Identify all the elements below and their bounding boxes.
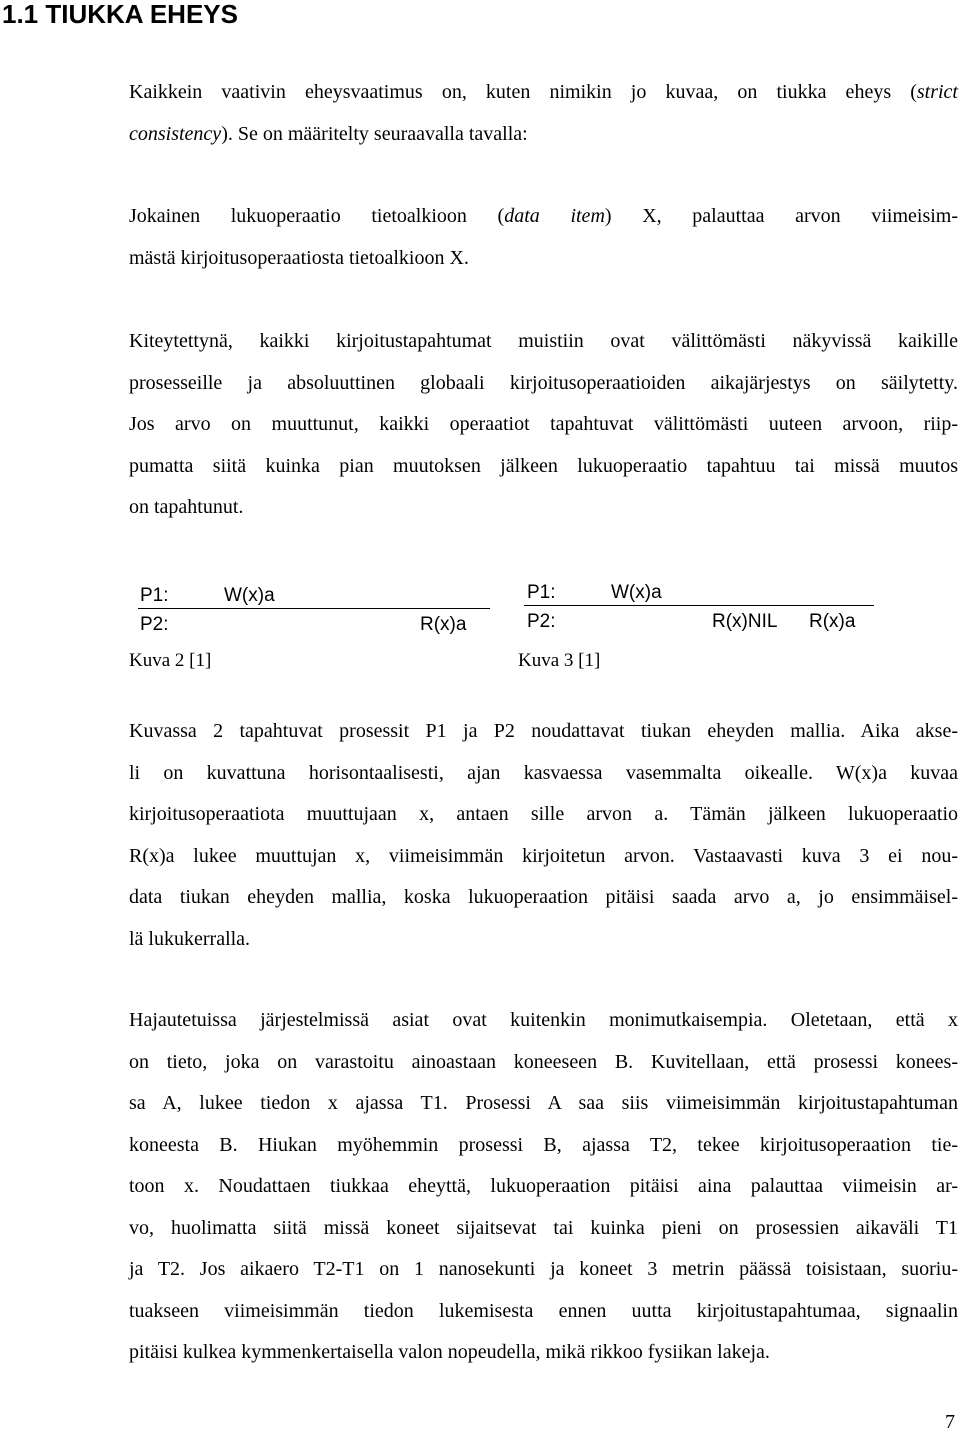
fig3-p2-label: P2: (527, 611, 556, 632)
distributed-line: vo, huolimatta siitä missä koneet sijaitsevat tai kuinka pieni on prosessien aikaväli T1 (129, 1216, 958, 1239)
fig2-write-op: W(x)a (224, 585, 275, 606)
distributed-line: ja T2. Jos aikaero T2-T1 on 1 nanosekunti ja koneet 3 metrin päässä toisistaan, suoriu- (129, 1258, 958, 1280)
definition-line-1 (129, 196, 958, 238)
intro-text-1: Kaikkein vaativin eheysvaatimus on, kuten nimikin jo kuvaa, on tiukka eheys ( (129, 81, 917, 103)
definition-italic: data item (504, 205, 605, 227)
definition-paragraph (129, 196, 958, 279)
distributed-line: on tieto, joka on varastoitu ainoastaan koneeseen B. Kuvitellaan, että prosessi konees- (129, 1050, 958, 1073)
explanation-line: lä lukukerralla. (129, 927, 251, 950)
fig3-read-op-2: R(x)a (809, 611, 856, 632)
summary-line: prosesseille ja absoluuttinen globaali kirjoitusoperaatioiden aikajärjestys on säilytetty. (129, 371, 958, 394)
intro-italic-1: strict (916, 81, 958, 103)
explanation-paragraph (129, 711, 958, 960)
summary-line: on tapahtunut. (129, 496, 244, 518)
summary-line: Jos arvo on muuttunut, kaikki operaatiot tapahtuvat välittömästi uuteen arvoon, riip- (129, 413, 958, 435)
distributed-line: koneesta B. Hiukan myöhemmin prosessi B, ajassa T2, tekee kirjoitusoperaation tie- (129, 1133, 958, 1156)
fig3-p1-label: P1: (527, 582, 556, 603)
section-heading: 1.1 TIUKKA EHEYS (2, 0, 238, 29)
distributed-line: tuakseen viimeisimmän tiedon lukemisesta ennen uutta kirjoitustapahtumaa, signaalin (129, 1299, 958, 1322)
fig2-read-op: R(x)a (420, 614, 467, 635)
explanation-line: data tiukan eheyden mallia, koska lukuoperaation pitäisi saada arvo a, jo ensimmäisel- (129, 886, 958, 908)
fig3-caption: Kuva 3 [1] (518, 650, 601, 671)
page-number: 7 (945, 1411, 955, 1433)
fig3-timeline-divider (524, 605, 874, 606)
summary-line: Kiteytettynä, kaikki kirjoitustapahtumat muistiin ovat välittömästi näkyvissä kaikille (129, 330, 958, 352)
fig2-p2-label: P2: (140, 614, 169, 635)
fig2-timeline-divider (138, 608, 490, 609)
summary-paragraph (129, 321, 958, 529)
definition-text-1: Jokainen lukuoperaatio tietoalkioon ( (129, 205, 505, 227)
distributed-line: toon x. Noudattaen tiukkaa eheyttä, lukuoperaation pitäisi aina palauttaa viimeisin ar- (129, 1175, 958, 1197)
distributed-paragraph (129, 1000, 958, 1374)
distributed-line: sa A, lukee tiedon x ajassa T1. Prosessi A saa siis viimeisimmän kirjoitustapahtuman (129, 1092, 958, 1114)
fig3-read-op-1: R(x)NIL (712, 611, 778, 632)
distributed-line: pitäisi kulkea kymmenkertaisella valon nopeudella, mikä rikkoo fysiikan lakeja. (129, 1341, 770, 1363)
explanation-line: Kuvassa 2 tapahtuvat prosessit P1 ja P2 noudattavat tiukan eheyden mallia. Aika akse- (129, 720, 958, 742)
intro-text-2: ). Se on määritelty seuraavalla tavalla: (221, 122, 528, 145)
intro-line-1 (129, 72, 958, 114)
fig2-p1-label: P1: (140, 585, 169, 606)
intro-paragraph (129, 72, 958, 155)
fig2-caption: Kuva 2 [1] (129, 650, 212, 671)
explanation-line: kirjoitusoperaatiota muuttujaan x, antaen sille arvon a. Tämän jälkeen lukuoperaatio (129, 803, 958, 825)
definition-line-2: mästä kirjoitusoperaatiosta tietoalkioon X. (129, 246, 469, 269)
explanation-line: li on kuvattuna horisontaalisesti, ajan kasvaessa vasemmalta oikealle. W(x)a kuvaa (129, 761, 958, 784)
intro-line-2 (129, 114, 958, 156)
summary-line: pumatta siitä kuinka pian muutoksen jälkeen lukuoperaatio tapahtuu tai missä muutos (129, 454, 958, 477)
explanation-line: R(x)a lukee muuttujan x, viimeisimmän kirjoitetun arvon. Vastaavasti kuva 3 ei nou- (129, 844, 958, 867)
intro-italic-2: consistency (129, 122, 222, 145)
fig3-write-op: W(x)a (611, 582, 662, 603)
distributed-line: Hajautetuissa järjestelmissä asiat ovat kuitenkin monimutkaisempia. Oletetaan, että x (129, 1009, 958, 1031)
definition-text-2: ) X, palauttaa arvon viimeisim- (604, 205, 958, 227)
